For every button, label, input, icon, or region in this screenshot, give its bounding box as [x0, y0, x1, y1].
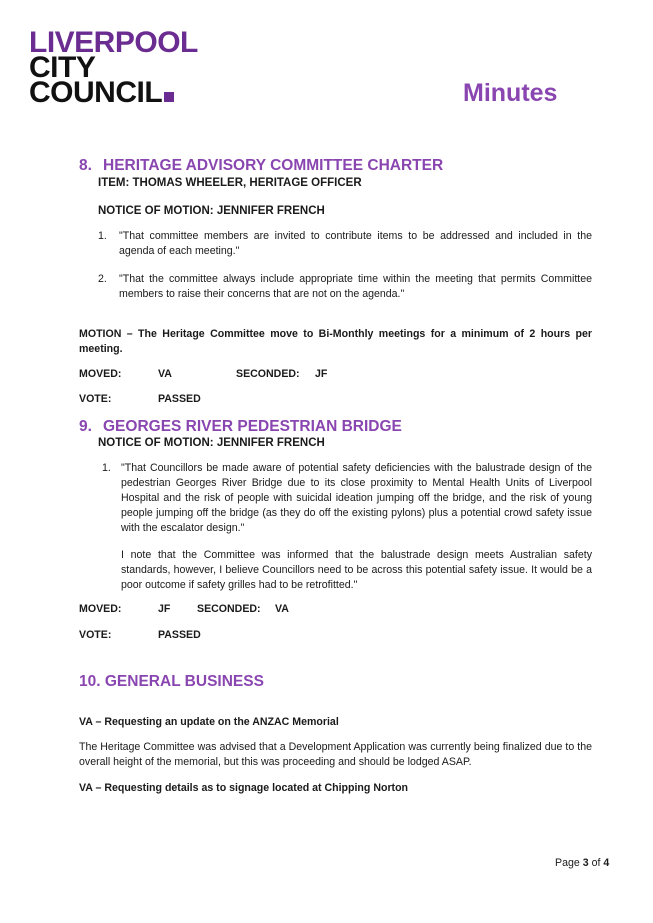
- section-title: GENERAL BUSINESS: [104, 673, 264, 690]
- vote-value: PASSED: [158, 629, 201, 641]
- logo-line-2: CITY: [29, 51, 96, 84]
- vote-value: PASSED: [158, 393, 201, 405]
- seconded-value: JF: [315, 368, 328, 380]
- vote-label: VOTE:: [79, 629, 112, 641]
- notice-of-motion: NOTICE OF MOTION: JENNIFER FRENCH: [98, 437, 325, 449]
- section-title: GEORGES RIVER PEDESTRIAN BRIDGE: [103, 418, 402, 435]
- point-text: "That the committee always include appropriate time within the meeting that permits Committee members to raise their concerns that are not on the agenda.": [119, 273, 592, 300]
- section-number: 10.: [79, 673, 101, 690]
- logo-line-3: COUNCIL: [29, 80, 204, 105]
- council-logo: [29, 26, 204, 109]
- point-text: "That committee members are invited to contribute items to be addressed and included in the agenda of each meeting.": [119, 230, 592, 257]
- motion-text: MOTION – The Heritage Committee move to Bi-Monthly meetings for a minimum of 2 hours per meeting.: [79, 328, 592, 355]
- moved-label: MOVED:: [79, 368, 122, 380]
- section-number: 8.: [79, 157, 92, 174]
- item-line: ITEM: THOMAS WHEELER, HERITAGE OFFICER: [98, 177, 362, 189]
- section-9-heading: [79, 418, 402, 436]
- page-number: Page 3 of 4: [555, 857, 610, 869]
- point-number: 1.: [102, 462, 111, 474]
- moved-value: JF: [158, 603, 171, 615]
- seconded-label: SECONDED:: [197, 603, 261, 615]
- section-title: HERITAGE ADVISORY COMMITTEE CHARTER: [103, 157, 444, 174]
- logo-square-icon: [164, 92, 174, 102]
- note-text: I note that the Committee was informed that the balustrade design meets Australian safety standards, however, I believe Councillors need to be across this potential safety issue. It would be a poor outcome if safety grilles had to be retrofitted.": [121, 549, 592, 591]
- business-item-heading: VA – Requesting an update on the ANZAC Memorial: [79, 716, 339, 728]
- section-10-heading: [79, 673, 264, 691]
- business-item-heading: VA – Requesting details as to signage located at Chipping Norton: [79, 782, 409, 794]
- document-label: Minutes: [463, 79, 558, 107]
- moved-value: VA: [158, 368, 172, 380]
- seconded-label: SECONDED:: [236, 368, 300, 380]
- moved-label: MOVED:: [79, 603, 122, 615]
- point-number: 2.: [98, 273, 107, 285]
- point-text: "That Councillors be made aware of potential safety deficiencies with the balustrade design of the pedestrian Georges River Bridge due to its close proximity to Mental Health Units of Liverpool Hospital and the risk of people with suicidal ideation jumping off the bridge, and the risk of young people jumping off the bridge (as they do off the existing pylons) plus a potential crowd safety issue with the escalator design.": [121, 462, 592, 534]
- logo-line-1: LIVERPOOL: [29, 26, 198, 59]
- section-8-heading: [79, 157, 443, 175]
- vote-label: VOTE:: [79, 393, 112, 405]
- section-number: 9.: [79, 418, 92, 435]
- point-number: 1.: [98, 230, 107, 242]
- seconded-value: VA: [275, 603, 289, 615]
- business-item-text: The Heritage Committee was advised that a Development Application was currently being finalized due to the overall height of the memorial, but this was proceeding and should be lodged ASAP.: [79, 741, 592, 768]
- notice-of-motion: NOTICE OF MOTION: JENNIFER FRENCH: [98, 205, 325, 217]
